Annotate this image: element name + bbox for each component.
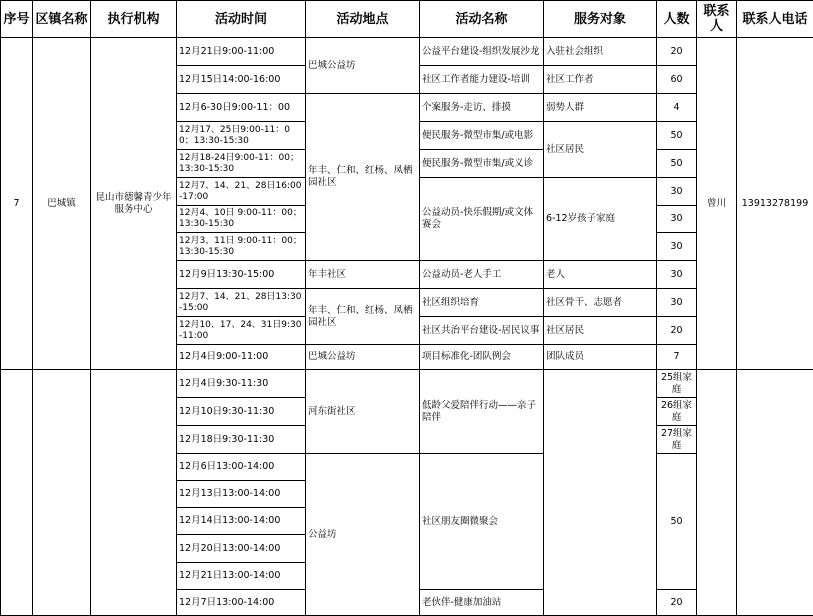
time-cell: 12月7、14、21、28日16:00-17:00 <box>177 178 306 206</box>
time-cell: 12月18日9:30-11:30 <box>177 426 306 454</box>
seq-cell-empty <box>1 370 33 616</box>
time-cell: 12月18-24日9:00-11：00；13:30-15:30 <box>177 150 306 178</box>
table-row <box>1 370 813 398</box>
phone-cell: 13913278199 <box>737 38 813 370</box>
count-cell: 30 <box>657 233 697 261</box>
header-time: 活动时间 <box>177 1 306 38</box>
count-cell: 7 <box>657 345 697 370</box>
header-place: 活动地点 <box>306 1 420 38</box>
activity-name-cell: 社区共治平台建设-居民议事 <box>420 317 544 345</box>
count-cell: 30 <box>657 261 697 289</box>
count-cell: 20 <box>657 317 697 345</box>
time-cell: 12月4日9:30-11:30 <box>177 370 306 398</box>
place-cell: 巴城公益坊 <box>306 38 420 94</box>
place-cell: 年丰社区 <box>306 261 420 289</box>
header-contact: 联系人 <box>697 1 737 38</box>
org-cell-empty <box>91 370 177 616</box>
time-cell: 12月6-30日9:00-11：00 <box>177 94 306 122</box>
time-cell: 12月7日13:00-14:00 <box>177 590 306 616</box>
target-cell: 团队成员 <box>544 345 657 370</box>
header-activity-name: 活动名称 <box>420 1 544 38</box>
activity-name-cell: 社区朋友圈微聚会 <box>420 454 544 590</box>
target-cell: 入驻社会组织 <box>544 38 657 66</box>
target-cell: 社区工作者 <box>544 66 657 94</box>
target-cell: 社区骨干、志愿者 <box>544 289 657 317</box>
place-cell: 年丰、仁和、红杨、凤栖园社区 <box>306 94 420 261</box>
town-cell-empty <box>33 370 91 616</box>
count-cell: 20 <box>657 590 697 616</box>
target-cell: 弱势人群 <box>544 94 657 122</box>
phone-cell-empty <box>737 370 813 616</box>
org-cell: 昆山市德馨青少年服务中心 <box>91 38 177 370</box>
time-cell: 12月4、10日 9:00-11：00；13:30-15:30 <box>177 206 306 233</box>
count-cell: 50 <box>657 122 697 150</box>
town-cell: 巴城镇 <box>33 38 91 370</box>
activity-name-cell: 社区组织培育 <box>420 289 544 317</box>
time-cell: 12月15日14:00-16:00 <box>177 66 306 94</box>
place-cell: 河东街社区 <box>306 370 420 454</box>
header-town: 区镇名称 <box>33 1 91 38</box>
activity-name-cell: 便民服务-微型市集/或义诊 <box>420 150 544 178</box>
contact-cell-empty <box>697 370 737 616</box>
place-cell: 年丰、仁和、红杨、凤栖园社区 <box>306 289 420 345</box>
place-cell: 公益坊 <box>306 454 420 616</box>
activity-name-cell: 便民服务-微型市集/或电影 <box>420 122 544 150</box>
count-cell: 27组家庭 <box>657 426 697 454</box>
target-cell: 社区居民 <box>544 317 657 345</box>
time-cell: 12月17、25日9:00-11：00；13:30-15:30 <box>177 122 306 150</box>
header-target: 服务对象 <box>544 1 657 38</box>
count-cell: 26组家庭 <box>657 398 697 426</box>
count-cell: 60 <box>657 66 697 94</box>
count-cell: 30 <box>657 178 697 206</box>
time-cell: 12月20日13:00-14:00 <box>177 535 306 563</box>
count-cell: 30 <box>657 289 697 317</box>
time-cell: 12月14日13:00-14:00 <box>177 508 306 535</box>
place-cell: 巴城公益坊 <box>306 345 420 370</box>
contact-cell: 曾川 <box>697 38 737 370</box>
time-cell: 12月3、11日 9:00-11：00；13:30-15:30 <box>177 233 306 261</box>
activity-name-cell: 老伙伴-健康加油站 <box>420 590 544 616</box>
count-cell: 50 <box>657 454 697 590</box>
table-row <box>1 38 813 66</box>
count-cell: 50 <box>657 150 697 178</box>
count-cell: 25组家庭 <box>657 370 697 398</box>
target-cell-empty <box>544 370 657 616</box>
header-seq: 序号 <box>1 1 33 38</box>
activity-name-cell: 个案服务-走访、排摸 <box>420 94 544 122</box>
time-cell: 12月9日13:30-15:00 <box>177 261 306 289</box>
time-cell: 12月4日9:00-11:00 <box>177 345 306 370</box>
activity-name-cell: 公益动员-老人手工 <box>420 261 544 289</box>
target-cell: 老人 <box>544 261 657 289</box>
time-cell: 12月13日13:00-14:00 <box>177 481 306 508</box>
count-cell: 4 <box>657 94 697 122</box>
time-cell: 12月10日9:30-11:30 <box>177 398 306 426</box>
activity-name-cell: 公益平台建设-组织发展沙龙 <box>420 38 544 66</box>
target-cell: 6-12岁孩子家庭 <box>544 178 657 261</box>
seq-cell: 7 <box>1 38 33 370</box>
target-cell: 社区居民 <box>544 122 657 178</box>
header-count: 人数 <box>657 1 697 38</box>
activity-name-cell: 社区工作者能力建设-培训 <box>420 66 544 94</box>
header-row <box>1 1 813 38</box>
count-cell: 30 <box>657 206 697 233</box>
header-phone: 联系人电话 <box>737 1 813 38</box>
time-cell: 12月21日9:00-11:00 <box>177 38 306 66</box>
count-cell: 20 <box>657 38 697 66</box>
activity-name-cell: 项目标准化-团队例会 <box>420 345 544 370</box>
activity-name-cell: 低龄父爱陪伴行动——亲子陪伴 <box>420 370 544 454</box>
activity-name-cell: 公益动员-快乐假期/或文体赛会 <box>420 178 544 261</box>
time-cell: 12月7、14、21、28日13:30-15:00 <box>177 289 306 317</box>
time-cell: 12月10、17、24、31日9:30-11:00 <box>177 317 306 345</box>
time-cell: 12月6日13:00-14:00 <box>177 454 306 481</box>
header-org: 执行机构 <box>91 1 177 38</box>
time-cell: 12月21日13:00-14:00 <box>177 563 306 590</box>
